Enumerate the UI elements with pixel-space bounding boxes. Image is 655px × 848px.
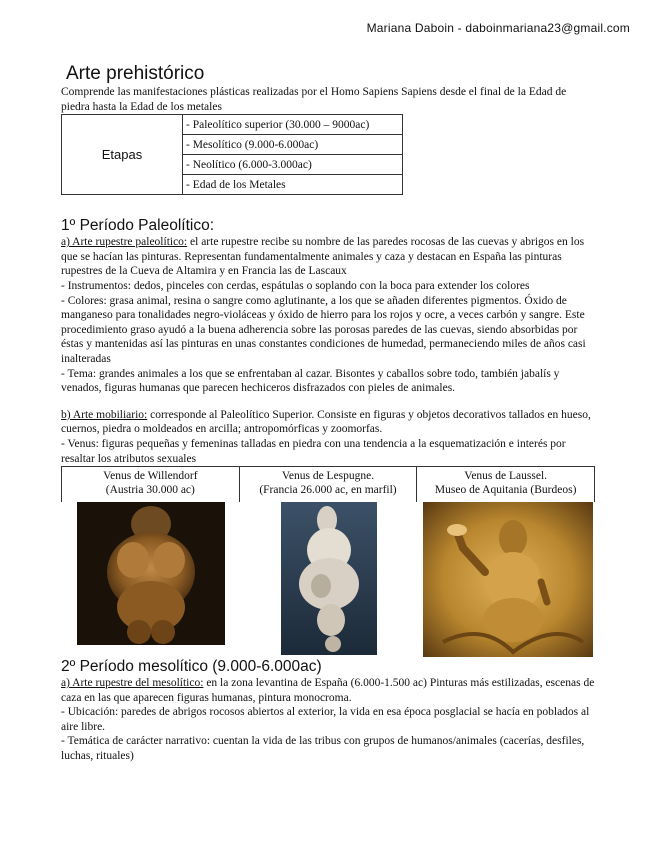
text-arte-mobiliario: corresponde al Paleolítico Superior. Consiste en figuras y objetos decorativos tallados en hueso, cuernos, piedra o moldeados en arcilla; antropomórficas y zoomorfas.	[61, 408, 591, 436]
intro-paragraph: Comprende las manifestaciones plásticas realizadas por el Homo Sapiens Sapiens desde el final de la Edad de piedra hasta la Edad de los metales	[61, 86, 567, 113]
venus-lespugne-image	[281, 502, 377, 655]
section-heading-paleolitico: 1º Período Paleolítico:	[61, 217, 215, 235]
venus-caption-lespugne: Venus de Lespugne. (Francia 26.000 ac, en marfil)	[239, 467, 417, 503]
venus-images	[61, 502, 595, 657]
page-header: Mariana Daboin - daboinmariana23@gmail.com	[366, 21, 630, 35]
etapas-label: Etapas	[62, 115, 183, 195]
subheading-arte-mobiliario: b) Arte mobiliario:	[61, 408, 148, 421]
paragraph-tema: - Tema: grandes animales a los que se enfrentaban al cazar. Bisontes y caballos sobre todo, también jabalís y venados, figuras humanas que parecen hechiceros disfrazados con pieles de animales.	[61, 367, 560, 395]
paragraph-tematica: - Temática de carácter narrativo: cuentan la vida de las tribus con grupos de humanos/animales (cacerías, desfiles, luchas, rituales)	[61, 735, 585, 763]
venus-caption-laussel: Venus de Laussel. Museo de Aquitania (Burdeos)	[417, 467, 595, 503]
page-title: Arte prehistórico	[66, 63, 205, 84]
etapa-item: - Mesolítico (9.000-6.000ac)	[183, 135, 403, 155]
paragraph-colores: - Colores: grasa animal, resina o sangre como aglutinante, a los que se añaden diferentes pigmentos. Óxido de manganeso para tonalidades negro-violáceas y óxido de hierro para los rojos y ocre, a veces carbón y sangre. Este procedimiento graso ayudó a la buena adherencia sobre las porosas paredes de las cuevas, siendo absorbidas por éstas y mantenidas así las pinturas en unas constantes condiciones de humedad, permaneciendo miles de años casi inalteradas	[61, 294, 586, 365]
venus-laussel-image	[423, 502, 593, 657]
venus-willendorf-image	[77, 502, 225, 645]
paragraph-venus: - Venus: figuras pequeñas y femeninas talladas en piedra con una tendencia a la esquematización e interés por resaltar los atributos sexuales	[61, 437, 566, 465]
subheading-arte-rupestre-mesolitico: a) Arte rupestre del mesolítico:	[61, 677, 204, 690]
subheading-arte-rupestre: a) Arte rupestre paleolítico:	[61, 236, 188, 249]
etapa-item: - Edad de los Metales	[183, 175, 403, 195]
document-body	[61, 62, 595, 764]
paragraph-arte-rupestre-mesolitico	[61, 676, 595, 705]
venus-caption-willendorf: Venus de Willendorf (Austria 30.000 ac)	[62, 467, 240, 503]
paragraph-arte-mobiliario	[61, 408, 595, 437]
etapas-table	[61, 114, 403, 195]
text-arte-rupestre-mesolitico: en la zona levantina de España (6.000-1.500 ac) Pinturas más estilizadas, escenas de caza en las que aparecen figuras humanas, pintura monocroma.	[61, 677, 595, 704]
paragraph-arte-rupestre	[61, 235, 595, 279]
paragraph-ubicacion: - Ubicación: paredes de abrigos rocosos abiertos al exterior, la vida en esa época posglacial se hacía en poblados al aire libre.	[61, 706, 590, 733]
etapa-item: - Neolítico (6.000-3.000ac)	[183, 155, 403, 175]
etapa-item: - Paleolítico superior (30.000 – 9000ac)	[183, 115, 403, 135]
paragraph-instrumentos: - Instrumentos: dedos, pinceles con cerdas, espátulas o soplando con la boca para extender los colores	[61, 279, 530, 292]
venus-figures-table	[61, 466, 595, 502]
text-arte-rupestre: el arte rupestre recibe su nombre de las paredes rocosas de las cuevas y abrigos en los que se hacían las pinturas. Representan fundamentalmente animales y caza y destacan en España las pinturas rupestres de la Cueva de Altamira y en Francia las de Lascaux	[61, 236, 585, 278]
section-heading-mesolitico: 2º Período mesolítico (9.000-6.000ac)	[61, 658, 322, 676]
